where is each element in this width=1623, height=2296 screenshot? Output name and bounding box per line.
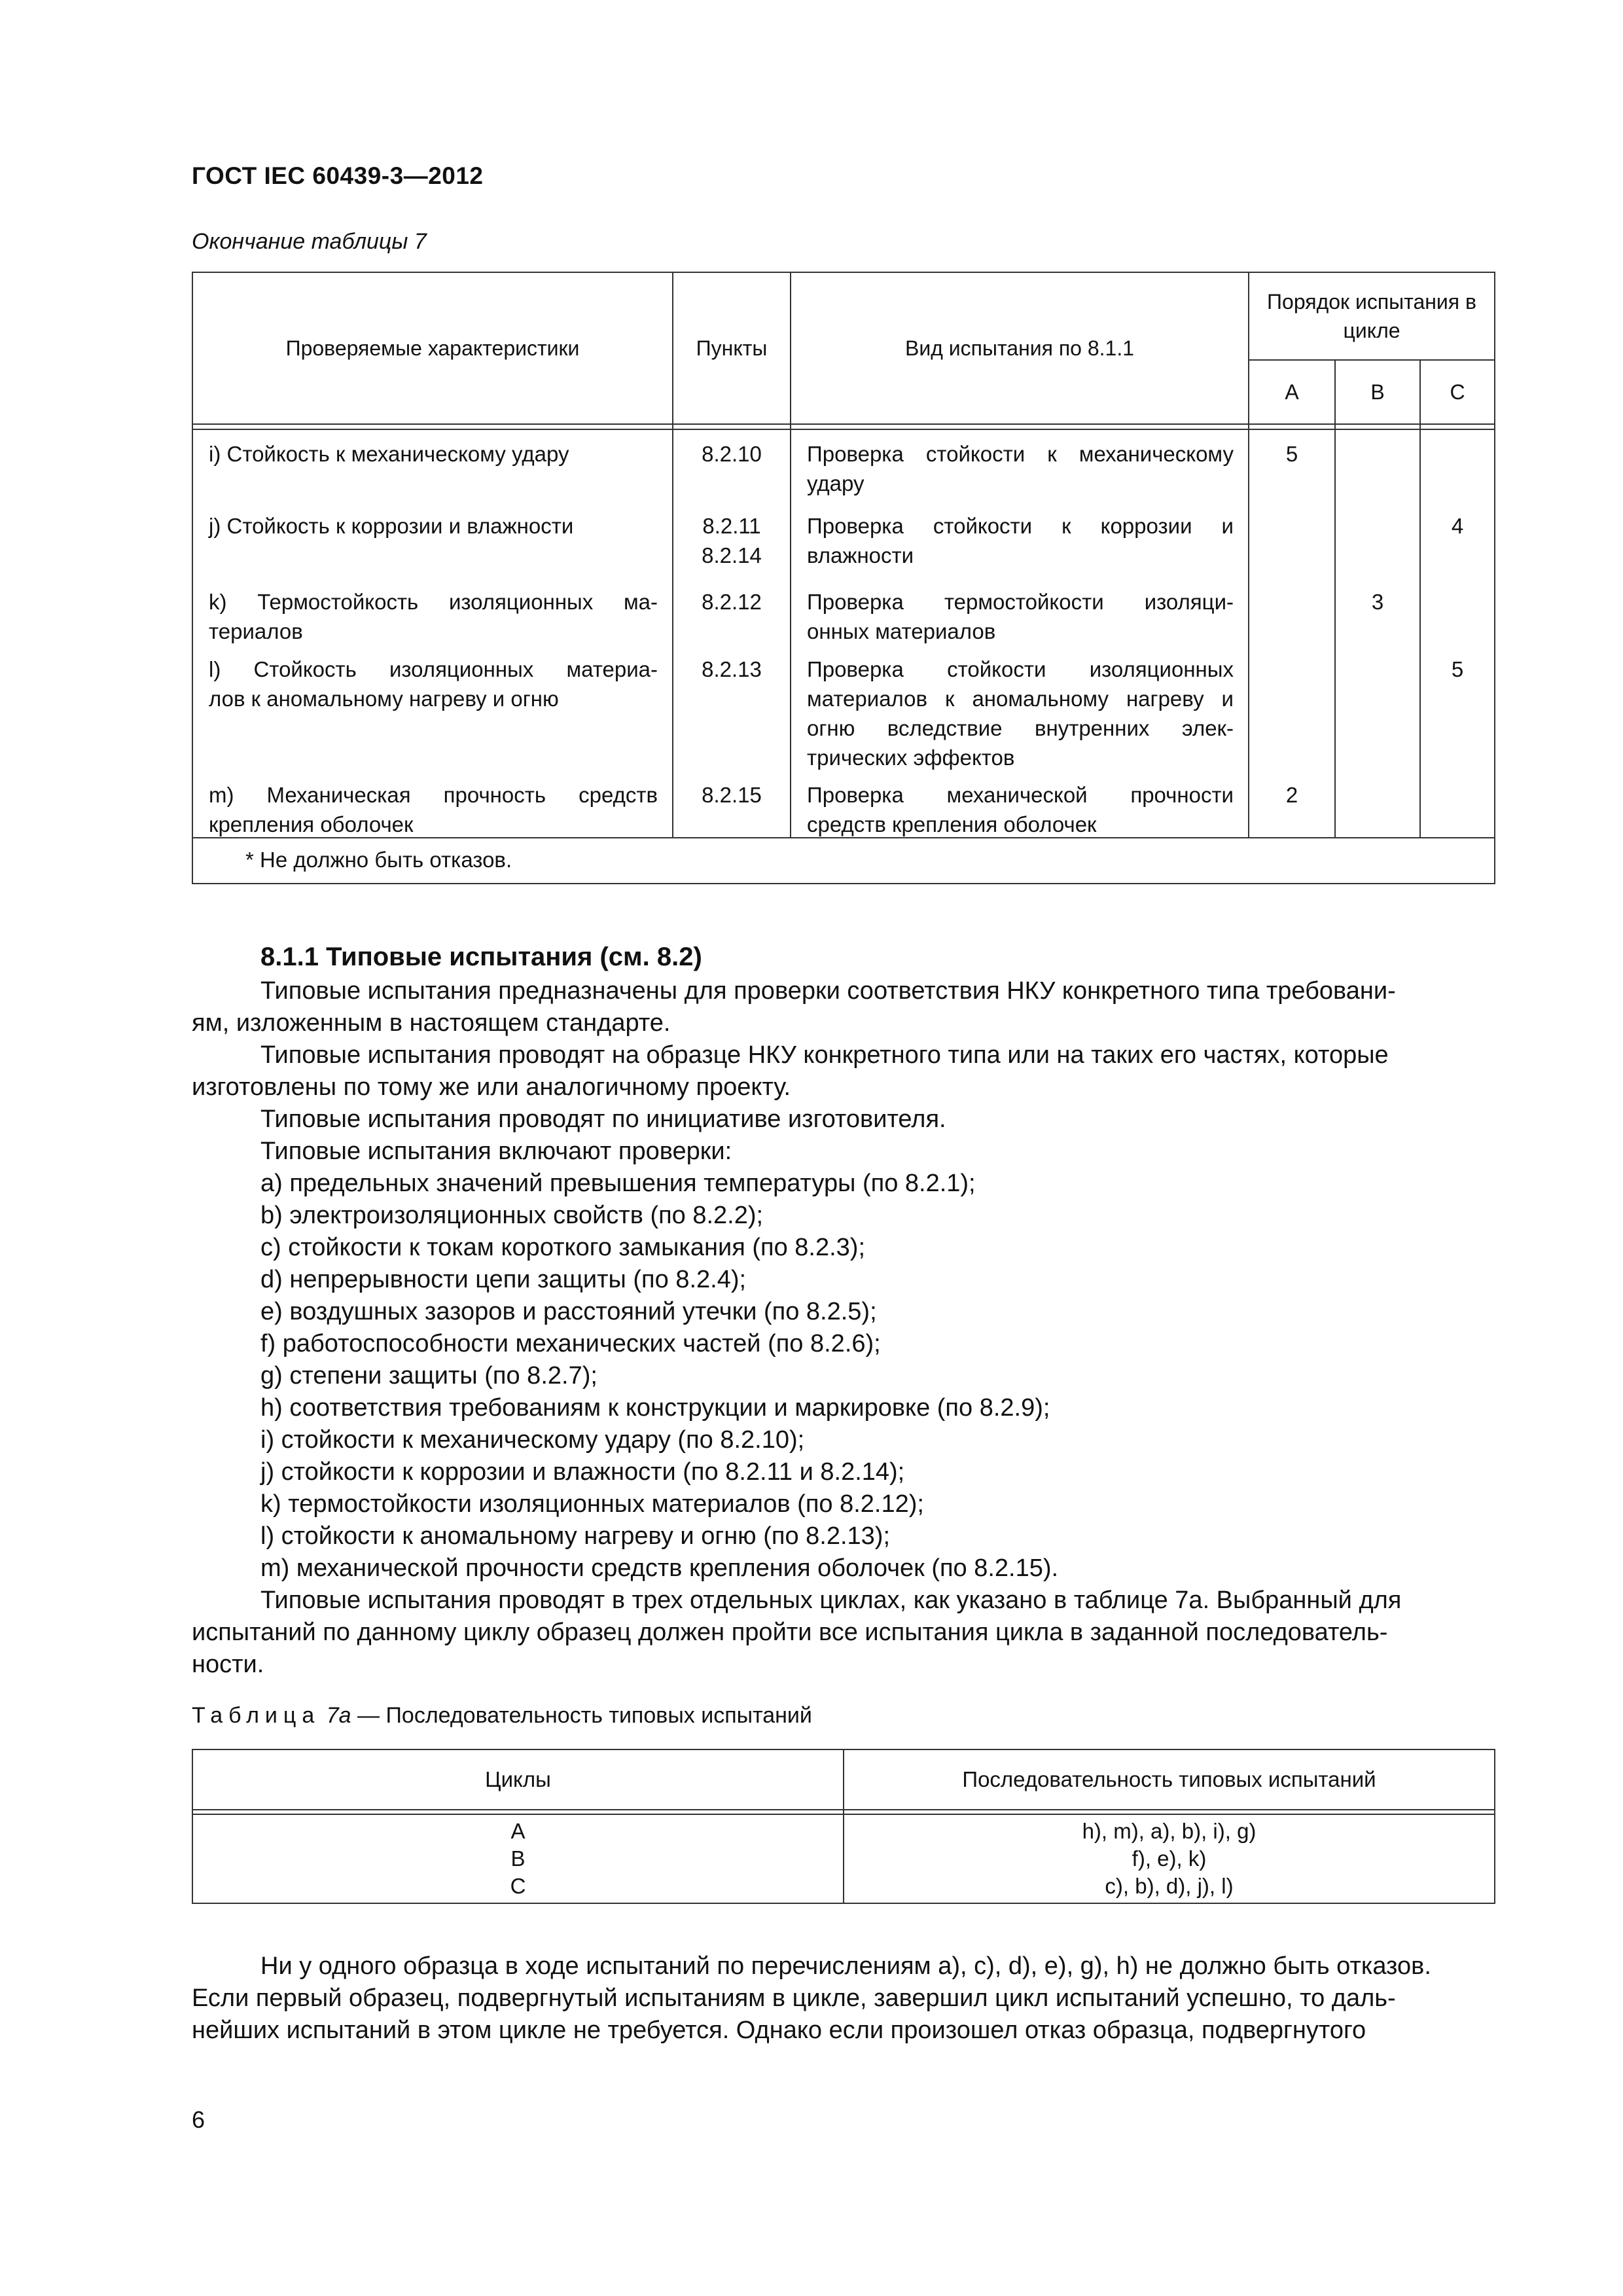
table-7-row-3-b	[1336, 581, 1419, 649]
table-7-row-3-char-line: k) Термостойкость изоляционных ма-	[209, 590, 658, 614]
table-7-row-5-kind-line: средств крепления оболочек	[807, 812, 1097, 836]
header-items: Пункты	[673, 272, 791, 424]
table-7-row-3-a	[1249, 581, 1334, 649]
table-7a-caption	[192, 1703, 812, 1729]
table-7-row-3-kind	[807, 581, 1234, 649]
section-heading: 8.1.1 Типовые испытания (см. 8.2)	[260, 942, 702, 971]
checks-list-item: h) соответствия требованиям к конструкции и маркировке (по 8.2.9);	[260, 1394, 1050, 1422]
paragraph-1-line-2: ям, изложенным в настоящем стандарте.	[192, 1009, 671, 1037]
table-7-row-3-char-line: териалов	[209, 619, 303, 643]
paragraph-1	[192, 975, 1494, 1039]
table-7-row-5-kind	[807, 775, 1234, 837]
paragraph-2-line-1: Типовые испытания проводят на образце НКУ конкретного типа или на таких его частях, которые	[260, 1041, 1389, 1069]
paragraph-4	[192, 1136, 1494, 1168]
table-7-caption: Окончание таблицы 7	[192, 229, 427, 254]
paragraph-2	[192, 1039, 1494, 1103]
table-7-row-5-item	[673, 775, 790, 837]
checks-list-item: g) степени защиты (по 8.2.7);	[260, 1362, 597, 1390]
table-7a-caption-word: Таблица	[192, 1703, 321, 1728]
table-7a-cycle-cell: C	[510, 1874, 526, 1898]
table-7-row-4-kind-line: Проверка стойкости изоляционных	[807, 657, 1234, 681]
closing-line-1: Ни у одного образца в ходе испытаний по перечислениям a), c), d), e), g), h) не должно быть отказов.	[260, 1952, 1431, 1980]
table-7-row-1-a-line: 5	[1285, 442, 1298, 466]
table-7a-caption-number: 7а	[326, 1703, 351, 1728]
checks-list-item: m) механической прочности средств крепления оболочек (по 8.2.15).	[260, 1554, 1059, 1582]
table-7-row-3-kind-line: онных материалов	[807, 619, 996, 643]
table-7-row-2-c-line: 4	[1451, 514, 1464, 538]
table-7-row-5-char-line: m) Механическая прочность средств	[209, 783, 658, 807]
header-characteristics: Проверяемые характеристики	[192, 272, 673, 424]
table-7-body-kind	[791, 429, 1249, 838]
table-7a	[192, 1749, 1495, 1904]
table-7-row-1-b	[1336, 430, 1419, 502]
checks-list-item: b) электроизоляционных свойств (по 8.2.2);	[260, 1202, 764, 1229]
table-7-row-4-item	[673, 649, 790, 775]
table-7-row-4-char-line: лов к аномальному нагреву и огню	[209, 687, 559, 711]
paragraph-3-text: Типовые испытания проводят по инициативе изготовителя.	[260, 1105, 946, 1133]
header-order: Порядок испытания в цикле	[1249, 272, 1495, 360]
table-7-row-4-kind-line: огню вследствие внутренних элек-	[807, 716, 1234, 740]
table-7-row-4-item-line: 8.2.13	[702, 657, 762, 681]
paragraph-1-line-1: Типовые испытания предназначены для проверки соответствия НКУ конкретного типа требовани-	[260, 977, 1396, 1005]
table-7-row-4-kind-line: трических эффектов	[807, 745, 1015, 770]
table-7-row-3-item	[673, 581, 790, 649]
table-7-row-2-a	[1249, 502, 1334, 581]
table-7-row-4-char	[209, 649, 658, 775]
paragraph-5-line-3: ности.	[192, 1651, 264, 1678]
checks-list	[260, 1168, 1058, 1585]
paragraph-4-text: Типовые испытания включают проверки:	[260, 1138, 732, 1165]
table-7-body-items	[673, 429, 791, 838]
table-7-row-2-char	[209, 502, 658, 581]
table-7-row-2-c	[1421, 502, 1494, 581]
table-7a-caption-text: — Последовательность типовых испытаний	[351, 1703, 812, 1728]
page-number: 6	[192, 2106, 205, 2133]
header-sequence: Последовательность типовых испытаний	[844, 1749, 1495, 1810]
closing-line-2: Если первый образец, подвергнутый испытаниям в цикле, завершил цикл испытаний успешно, то даль-	[192, 1984, 1396, 2012]
table-7-row-5-a	[1249, 775, 1334, 837]
table-7-row-2-b	[1336, 502, 1419, 581]
table-7-body-c	[1420, 429, 1495, 838]
checks-list-item: a) предельных значений превышения температуры (по 8.2.1);	[260, 1170, 976, 1197]
table-7a-cycles-column	[192, 1814, 844, 1903]
paragraph-5	[192, 1585, 1494, 1681]
table-7-row-2-char-line: j) Стойкость к коррозии и влажности	[209, 514, 574, 538]
checks-list-item: j) стойкости к коррозии и влажности (по 8.2.11 и 8.2.14);	[260, 1458, 905, 1486]
checks-list-item: i) стойкости к механическому удару (по 8.2.10);	[260, 1426, 805, 1454]
table-7-row-4-kind-line: материалов к аномальному нагреву и	[807, 687, 1234, 711]
table-7-row-1-kind	[807, 430, 1234, 502]
table-7-row-5-char-line: крепления оболочек	[209, 812, 414, 836]
table-7-row-1-item-line: 8.2.10	[702, 442, 762, 466]
closing-paragraph	[192, 1950, 1494, 2047]
table-7-body-a	[1249, 429, 1335, 838]
table-7-body-characteristics	[192, 429, 673, 838]
table-7a-cycle-cell: A	[510, 1819, 526, 1843]
header-cycles: Циклы	[192, 1749, 844, 1810]
table-7-row-1-item	[673, 430, 790, 502]
paragraph-5-line-2: испытаний по данному циклу образец должен пройти все испытания цикла в заданной последователь-	[192, 1619, 1388, 1646]
table-7-row-1-a	[1249, 430, 1334, 502]
paragraph-5-line-1: Типовые испытания проводят в трех отдельных циклах, как указано в таблице 7а. Выбранный для	[260, 1587, 1402, 1614]
table-7-row-5-b	[1336, 775, 1419, 837]
checks-list-item: e) воздушных зазоров и расстояний утечки (по 8.2.5);	[260, 1298, 877, 1325]
table-7-row-3-kind-line: Проверка термостойкости изоляци-	[807, 590, 1234, 614]
checks-list-item: l) стойкости к аномальному нагреву и огню (по 8.2.13);	[260, 1522, 891, 1550]
table-7-body-b	[1335, 429, 1420, 838]
table-7-row-3-c	[1421, 581, 1494, 649]
table-7-row-1-char-line: i) Стойкость к механическому удару	[209, 442, 569, 466]
header-col-a: A	[1249, 360, 1335, 424]
paragraph-2-line-2: изготовлены по тому же или аналогичному проекту.	[192, 1073, 791, 1101]
table-7-row-4-a	[1249, 649, 1334, 775]
table-7-row-4-char-line: l) Стойкость изоляционных материа-	[209, 657, 658, 681]
table-7-row-2-kind-line: Проверка стойкости к коррозии и	[807, 514, 1234, 538]
table-7-row-2-kind	[807, 502, 1234, 581]
checks-list-item: k) термостойкости изоляционных материалов (по 8.2.12);	[260, 1490, 924, 1518]
table-7-row-5-kind-line: Проверка механической прочности	[807, 783, 1234, 807]
header-col-c: C	[1420, 360, 1495, 424]
table-7-row-5-char	[209, 775, 658, 837]
table-7a-sequence-cell: f), e), k)	[1132, 1846, 1207, 1871]
table-7-row-1-char	[209, 430, 658, 502]
table-7-row-4-b	[1336, 649, 1419, 775]
table-7-row-5-a-line: 2	[1285, 783, 1298, 807]
table-7a-sequence-cell: c), b), d), j), l)	[1105, 1874, 1234, 1898]
paragraph-3	[192, 1103, 1494, 1136]
checks-list-item: f) работоспособности механических частей (по 8.2.6);	[260, 1330, 881, 1357]
table-7-row-3-item-line: 8.2.12	[702, 590, 762, 614]
table-7a-sequence-column	[844, 1814, 1495, 1903]
table-7-row-1-c	[1421, 430, 1494, 502]
checks-list-item: c) стойкости к токам короткого замыкания (по 8.2.3);	[260, 1234, 866, 1261]
table-7-row-3-char	[209, 581, 658, 649]
table-7-row-1-kind-line: Проверка стойкости к механическому	[807, 442, 1234, 466]
table-7a-sequence-cell: h), m), a), b), i), g)	[1082, 1819, 1257, 1843]
table-7-row-2-item	[673, 502, 790, 581]
table-7-row-4-c-line: 5	[1451, 657, 1464, 681]
table-7-row-2-item-line: 8.2.11	[702, 514, 761, 538]
table-7-row-2-item-line: 8.2.14	[702, 543, 762, 567]
header-test-kind: Вид испытания по 8.1.1	[791, 272, 1249, 424]
table-7-row-5-item-line: 8.2.15	[702, 783, 762, 807]
table-7-row-2-kind-line: влажности	[807, 543, 914, 567]
table-7-row-3-b-line: 3	[1371, 590, 1384, 614]
table-7	[192, 272, 1495, 884]
checks-list-item: d) непрерывности цепи защиты (по 8.2.4);	[260, 1266, 747, 1293]
header-col-b: B	[1335, 360, 1420, 424]
table-7-row-4-c	[1421, 649, 1494, 775]
closing-line-3: нейших испытаний в этом цикле не требуется. Однако если произошел отказ образца, подвергнутого	[192, 2017, 1366, 2044]
table-7-row-4-kind	[807, 649, 1234, 775]
document-header-title: ГОСТ IEC 60439-3—2012	[192, 162, 484, 189]
table-7a-cycle-cell: B	[510, 1846, 526, 1871]
table-7-row-5-c	[1421, 775, 1494, 837]
table-7-row-1-kind-line: удару	[807, 471, 865, 495]
table-7-footnote: * Не должно быть отказов.	[192, 838, 1495, 884]
